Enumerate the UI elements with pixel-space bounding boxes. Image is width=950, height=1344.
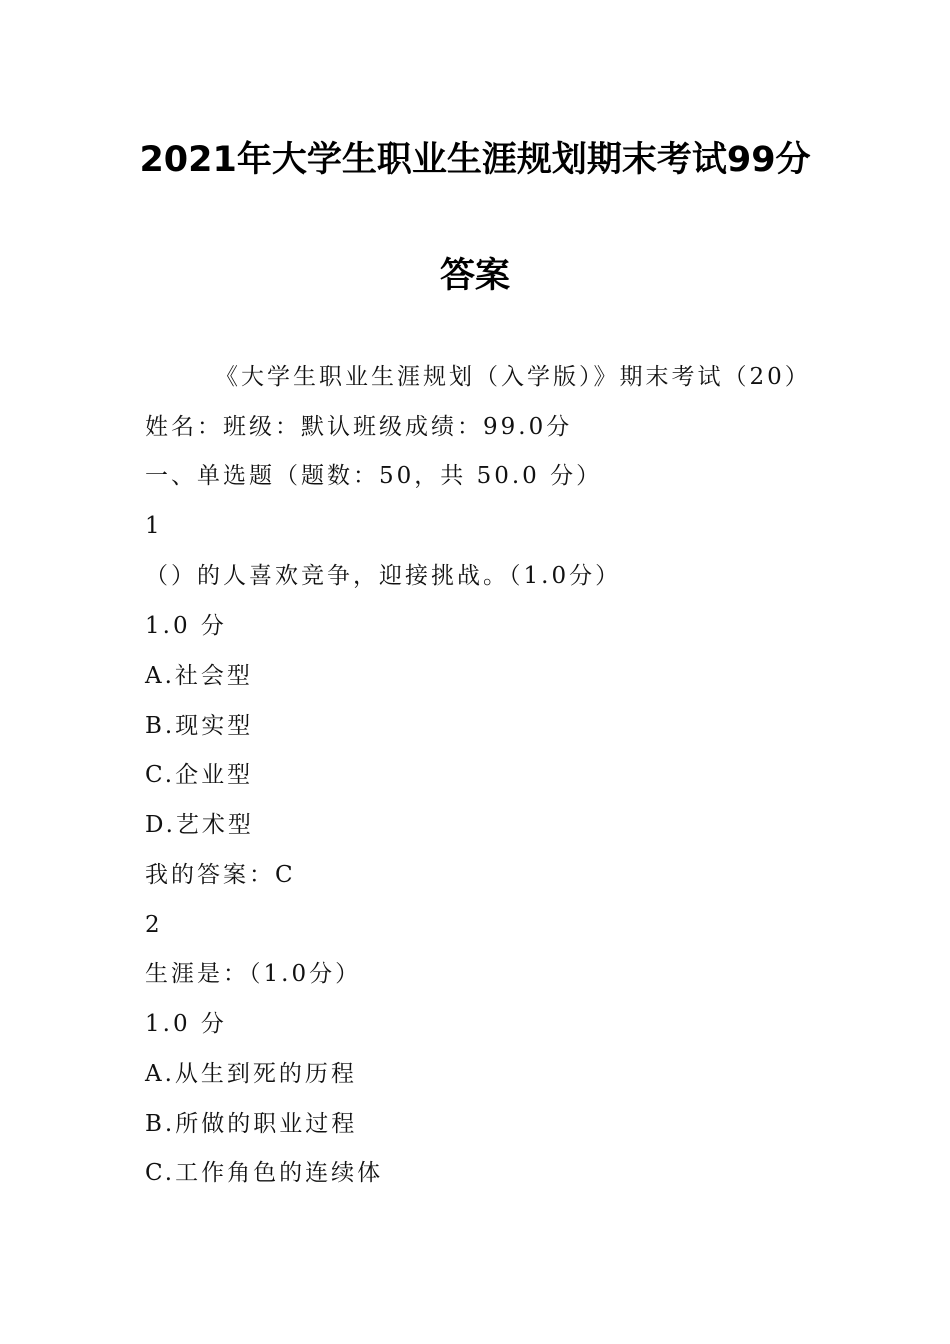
question-prompt: 生涯是：（1.0分） <box>145 961 362 987</box>
option-d: D.艺术型 <box>145 812 254 838</box>
question-number: 1 <box>145 513 163 539</box>
option-a: A.社会型 <box>145 663 253 689</box>
exam-heading: 《大学生职业生涯规划（入学版）》期末考试（20） <box>215 364 811 390</box>
my-answer: 我的答案：C <box>145 862 296 888</box>
student-info: 姓名：班级：默认班级成绩：99.0分 <box>145 414 573 440</box>
question-score: 1.0 分 <box>145 1011 227 1037</box>
option-b: B.所做的职业过程 <box>145 1111 358 1137</box>
question-number: 2 <box>145 912 163 938</box>
option-a: A.从生到死的历程 <box>145 1061 357 1087</box>
question-prompt: （）的人喜欢竞争，迎接挑战。（1.0分） <box>145 563 622 589</box>
option-c: C.工作角色的连续体 <box>145 1160 384 1186</box>
document-title-line1: 2021年大学生职业生涯规划期末考试99分 <box>139 140 811 180</box>
option-b: B.现实型 <box>145 713 254 739</box>
option-c: C.企业型 <box>145 762 254 788</box>
section-heading: 一、单选题（题数：50，共 50.0 分） <box>145 463 603 489</box>
document-title-line2: 答案 <box>439 256 510 296</box>
question-score: 1.0 分 <box>145 613 227 639</box>
